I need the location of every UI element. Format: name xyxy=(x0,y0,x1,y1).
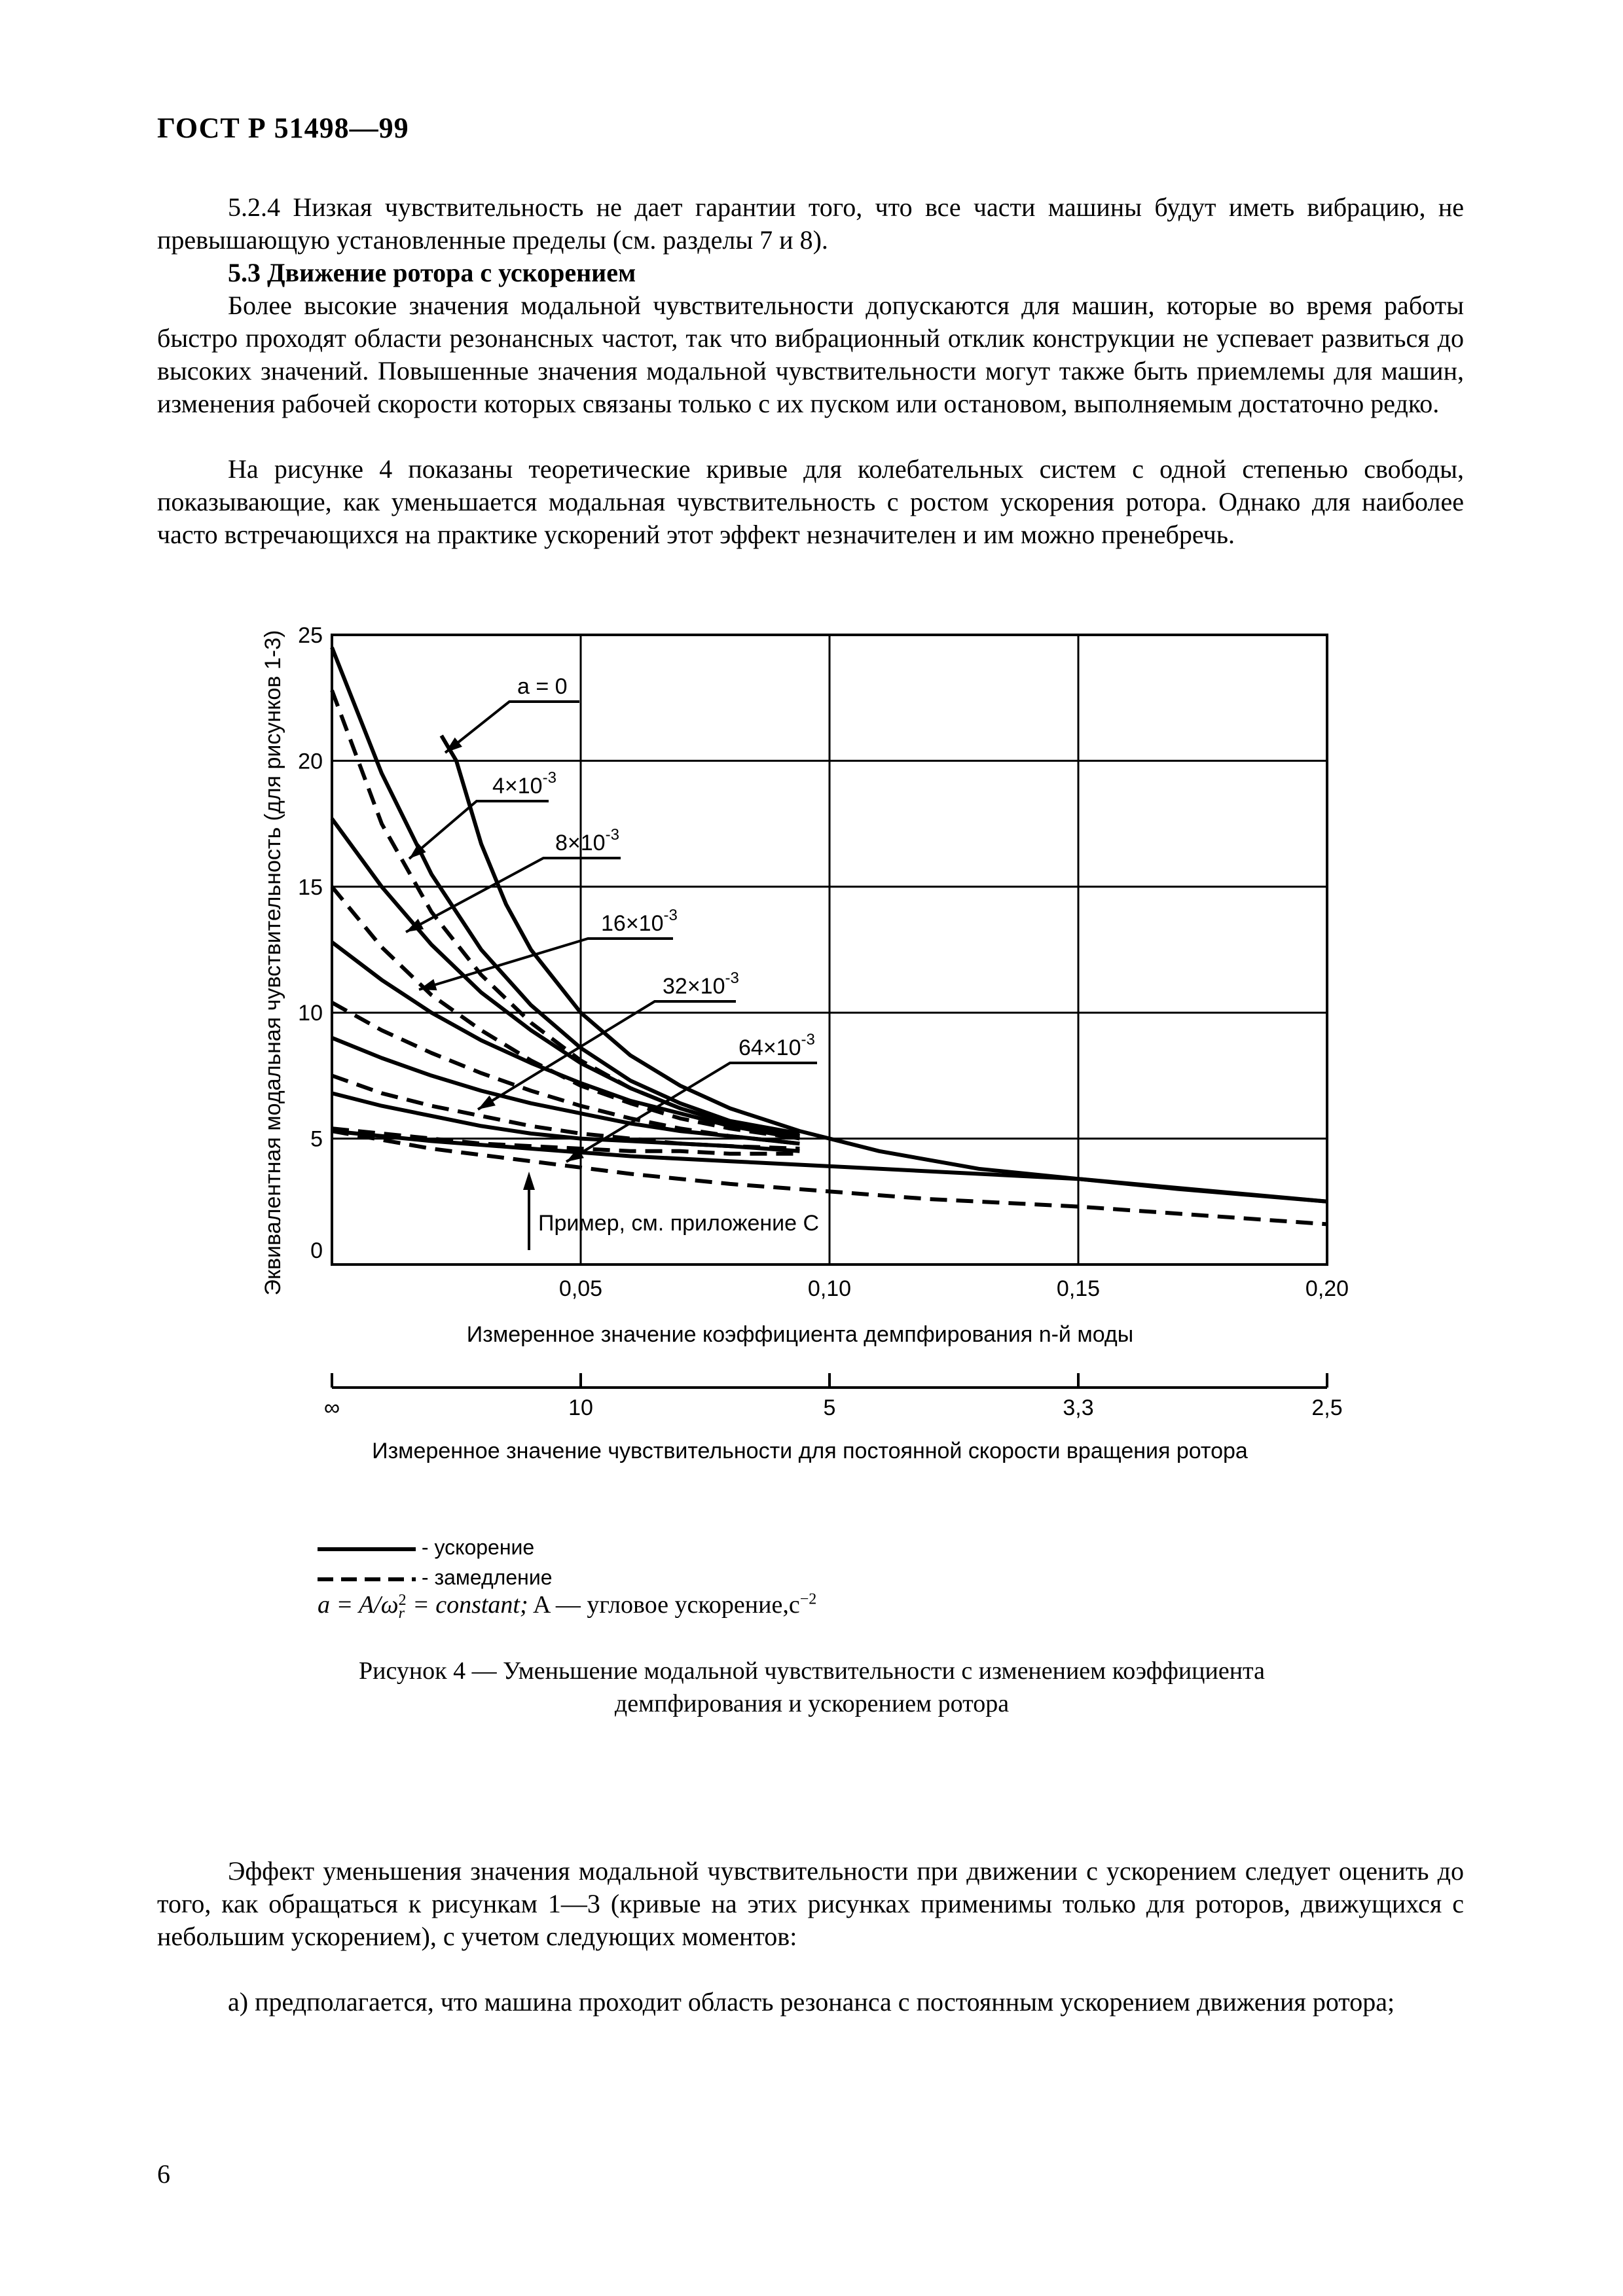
paragraph-2-text: На рисунке 4 показаны теоретические кривые для колебательных систем с одной степенью свободы, показывающие, как уменьшается модальная чувствительность с ростом ускорения ротора. Однако для наиболее часто встречающихся на практике ускорений этот эффект незначителен и им можно пренебречь. xyxy=(157,454,1464,549)
intro-paragraph-text: 5.2.4 Низкая чувствительность не дает гарантии того, что все части машины будут иметь вибрацию, не превышающую установленные пределы (см. разделы 7 и 8). xyxy=(157,192,1464,255)
chart-leader-lines xyxy=(406,702,820,1250)
secondary-tick-label: ∞ xyxy=(323,1395,340,1420)
secondary-tick-label: 3,3 xyxy=(1063,1395,1094,1420)
y-axis-label: Эквивалентная модальная чувствительность (для рисунков 1-3) xyxy=(261,630,285,1296)
formula-sup: 2 xyxy=(398,1591,407,1609)
annotation-exponent: -3 xyxy=(801,1031,815,1049)
x-tick-label: 0,15 xyxy=(1056,1276,1101,1301)
secondary-axis-label: Измеренное значение чувствительности для постоянной скорости вращения ротора xyxy=(372,1439,1248,1463)
y-tick-label: 5 xyxy=(310,1126,323,1152)
document-header: ГОСТ Р 51498—99 xyxy=(157,112,409,144)
annotation-acceleration-label: $16\times 10^{-3}$ xyxy=(601,906,678,936)
secondary-tick-label: 2,5 xyxy=(1311,1395,1343,1420)
y-tick-label: 0 xyxy=(310,1238,323,1263)
annotation-exponent: -3 xyxy=(605,826,619,844)
annotation-example: Пример, см. приложение С xyxy=(538,1211,820,1236)
x-tick-label: 0,20 xyxy=(1305,1276,1349,1301)
legend-solid xyxy=(318,1535,534,1560)
page-number: 6 xyxy=(157,2159,170,2189)
leader-line xyxy=(445,702,579,753)
x-tick-label: 0,05 xyxy=(558,1276,603,1301)
section-heading: 5.3 Движение ротора с ускорением xyxy=(228,258,636,287)
y-tick-label: 10 xyxy=(298,1001,323,1026)
acceleration-formula xyxy=(318,1590,816,1621)
annotation-acceleration-label: $8\times 10^{-3}$ xyxy=(555,826,619,855)
y-tick-label: 15 xyxy=(298,874,323,900)
annotation-a0: a = 0 xyxy=(517,674,568,699)
secondary-axis xyxy=(324,1373,1343,1463)
leader-arrowhead xyxy=(478,1096,496,1109)
dashed-line-swatch xyxy=(318,1573,416,1586)
formula-sub: r xyxy=(398,1605,405,1623)
after-paragraph-text: Эффект уменьшения значения модальной чувствительности при движении с ускорением следует оценить до того, как обращаться к рисункам 1—3 (кривые на этих рисунках применимы только для роторов, движущихся с небольшим ускорением), с учетом следующих моментов: xyxy=(157,1856,1464,1951)
formula-unit-exp: −2 xyxy=(799,1590,817,1608)
legend-dashed xyxy=(318,1566,552,1590)
y-tick-label: 20 xyxy=(298,749,323,774)
legend-solid-label: - ускорение xyxy=(421,1535,535,1559)
solid-line-swatch xyxy=(318,1543,416,1556)
secondary-tick-label: 10 xyxy=(568,1395,593,1420)
paragraph-1-text: Более высокие значения модальной чувствительности допускаются для машин, которые во время работы быстро проходят области резонансных частот, так что вибрационный отклик конструкции не успевает развиться до высоких значений. Повышенные значения модальной чувствительности могут также быть приемлемы для машин, изменения рабочей скорости которых связаны только с их пуском или остановом, выполняемым достаточно редко. xyxy=(157,291,1464,418)
formula-script xyxy=(398,1591,407,1623)
annotation-exponent: -3 xyxy=(542,769,556,787)
formula-part-2: = constant; xyxy=(406,1591,528,1619)
x-tick-label: 0,10 xyxy=(807,1276,852,1301)
annotation-exponent: -3 xyxy=(725,969,739,987)
example-pointer-arrowhead xyxy=(523,1172,535,1190)
figure-caption-line-1: Рисунок 4 — Уменьшение модальной чувствительности с изменением коэффициента xyxy=(359,1657,1265,1685)
legend-dashed-label: - замедление xyxy=(421,1566,553,1589)
series-line xyxy=(799,1131,1327,1202)
annotation-acceleration-label: $32\times 10^{-3}$ xyxy=(663,969,739,999)
annotation-acceleration-label: $64\times 10^{-3}$ xyxy=(739,1031,815,1060)
annotation-acceleration-label: $4\times 10^{-3}$ xyxy=(492,769,556,798)
figure-caption xyxy=(196,1655,1427,1720)
annotation-exponent: -3 xyxy=(663,906,678,924)
formula-part-3: A — угловое ускорение,с xyxy=(528,1591,800,1619)
list-item-a-text: а) предполагается, что машина проходит область резонанса с постоянным ускорением движения ротора; xyxy=(228,1987,1395,2017)
secondary-tick-label: 5 xyxy=(823,1395,836,1420)
y-tick-label: 25 xyxy=(298,623,323,648)
list-item-a xyxy=(157,1986,1464,2018)
leader-line xyxy=(419,939,673,990)
after-paragraph xyxy=(157,1855,1464,1953)
series-line xyxy=(332,647,799,1134)
formula-part-1: a = A/ω xyxy=(318,1591,399,1619)
x-axis-label: Измеренное значение коэффициента демпфирования n-й моды xyxy=(466,1322,1134,1347)
figure-caption-line-2: демпфирования и ускорением ротора xyxy=(614,1690,1010,1717)
